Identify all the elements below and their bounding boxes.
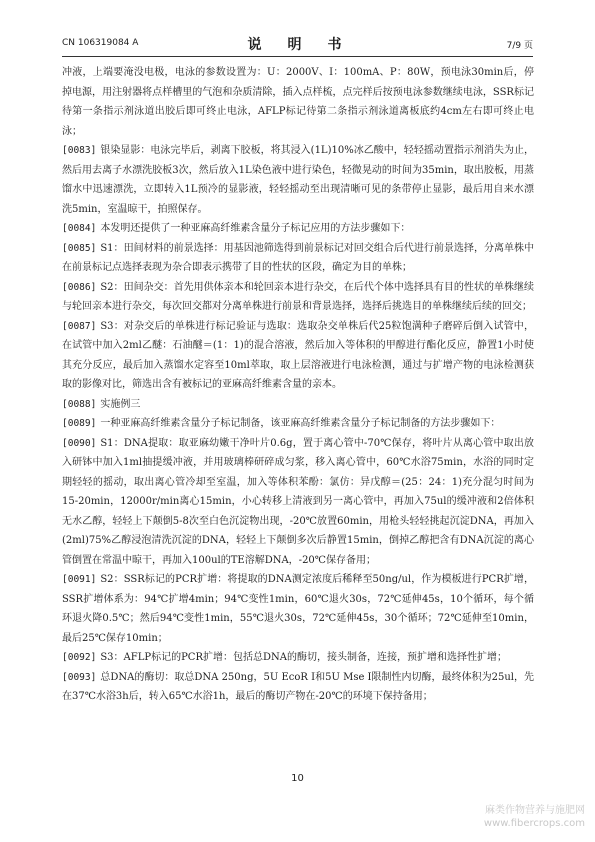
paragraph-number: [0091] (62, 574, 97, 585)
paragraph-text: S3：对杂交后的单株进行标记验证与选取：选取杂交单株后代25粒饱满种子磨碎后倒入试管中，在试管中加入2ml乙醚：石油醚＝(1：1)的混合溶液，然后加入等体积的甲醇进行酯化反应，静置1小时使其充分反应，最后加入蒸馏水定容至10ml萃取，取上层溶液进行电泳检测，通过与扩增产物的电泳检测获取的影像对比，筛选出含有被标记的亚麻高纤维素含量的亲本。 (62, 320, 534, 390)
paragraph-text: S1：DNA提取：取亚麻幼嫩干净叶片0.6g，置于离心管中-70℃保存，将叶片从离心管中取出放入研钵中加入1ml抽提缓冲液，并用玻璃棒研碎成匀浆，移入离心管中，60℃水浴75min，水浴的同时定期轻轻的摇动，取出离心管冷却至室温，加入等体积苯酚：氯仿：异戊醇＝(25：24：1)充分混匀时间为15-20min，12000r/min离心15min，小心转移上清液到另一离心管中，再加入75ul的缓冲液和2倍体积无水乙醇，轻轻上下颠倒5-8次至白色沉淀物出现，-20℃放置60min，用枪头轻轻挑起沉淀DNA，再加入(2ml)75%乙醇浸泡清洗沉淀的DNA，轻轻上下颠倒多次后静置15min，倒掉乙醇把含有DNA沉淀的离心管倒置在常温中晾干，再加入100ul的TE溶解DNA，-20℃保存备用； (62, 437, 534, 566)
document-body (62, 63, 534, 707)
paragraph-continuation (62, 63, 534, 141)
paragraph-text: 银染显影：电泳完毕后，剥离下胶板，将其浸入(1L)10%冰乙酸中，轻轻摇动置指示剂消失为止，然后用去离子水漂洗胶板3次，然后放入1L染色液中进行染色，轻微晃动的时间为35min，取出胶板，用蒸馏水中迅速漂洗，立即转入1L预冷的显影液，轻轻摇动至出现清晰可见的条带停止显影，最后用自来水漂洗5min，室温晾干，拍照保存。 (62, 145, 534, 215)
paragraph-text: S2：SSR标记的PCR扩增：将提取的DNA测定浓度后稀释至50ng/ul，作为模板进行PCR扩增，SSR扩增体系为：94℃扩增4min；94℃变性1min，60℃退火30s，72℃延伸45s，10个循环，每个循环退火降0.5℃；然后94℃变性1min，55℃退火30s，72℃延伸45s，30个循环；72℃延伸至10min，最后25℃保存10min； (62, 574, 534, 644)
paragraph-text: S2：田间杂交：首先用供体亲本和轮回亲本进行杂交，在后代个体中选择具有目的性状的单株继续与轮回亲本进行杂交，每次回交都对分离单株进行前景和背景选择，选择后挑选目的单株继续后续的回交； (62, 281, 534, 312)
paragraph-0089 (62, 414, 534, 434)
watermark-url: www.fibercrops.com (483, 818, 585, 829)
paragraph-text: S3：AFLP标记的PCR扩增：包括总DNA的酶切，接头制备，连接，预扩增和选择性扩增； (100, 652, 507, 663)
paragraph-text: 一种亚麻高纤维素含量分子标记制备，该亚麻高纤维素含量分子标记制备的方法步骤如下： (100, 418, 501, 429)
section-heading: 实施例三 (100, 398, 141, 410)
paragraph-number: [0089] (62, 418, 97, 429)
paragraph-text: 总DNA的酶切：取总DNA 250ng，5U EcoR Ⅰ和5U Mse Ⅰ限制性内切酶，最终体积为25ul，先在37℃水浴3h后，转入65℃水浴1h，最后的酶切产物在-20℃的环境下保持备用； (62, 671, 534, 702)
paragraph-number: [0086] (62, 281, 97, 293)
patent-number: CN 106319084 A (62, 38, 139, 48)
paragraph-0083 (62, 141, 534, 219)
paragraph-text: S1：田间材料的前景选择：用基因池筛选得到前景标记对回交组合后代进行前景选择，分离单株中在前景标记点选择表现为杂合即表示携带了目的性状的区段，确定为目的单株； (62, 242, 534, 273)
paragraph-0092 (62, 648, 534, 668)
paragraph-number: [0085] (62, 242, 97, 254)
paragraph-0084 (62, 219, 534, 239)
paragraph-number: [0088] (62, 398, 97, 410)
paragraph-0087 (62, 317, 534, 395)
paragraph-0085 (62, 239, 534, 278)
paragraph-number: [0093] (62, 671, 97, 683)
paragraph-number: [0092] (62, 652, 97, 663)
watermark-title: 麻类作物营养与施肥网 (485, 805, 585, 816)
page-header (62, 36, 533, 52)
paragraph-number: [0087] (62, 320, 97, 332)
header-rule (62, 56, 533, 57)
paragraph-0086 (62, 278, 534, 317)
document-title: 说 明 书 (247, 37, 348, 53)
paragraph-0091 (62, 570, 534, 648)
site-watermark (484, 804, 585, 830)
paragraph-number: [0084] (62, 223, 97, 234)
paragraph-text: 冲液，上端要淹没电极，电泳的参数设置为：U：2000V、I：100mA、P：80W，预电泳30min后，停掉电源，用注射器将点样槽里的气泡和杂质清除，插入点样梳，点完样后按预电泳参数继续电泳，SSR标记待第一条指示剂泳道出胶后即可终止电泳，AFLP标记待第二条指示剂泳道离板底约4cm左右即可终止电泳； (62, 67, 534, 137)
paragraph-number: [0083] (62, 145, 97, 156)
page-indicator: 7/9 页 (506, 41, 533, 51)
paragraph-0090 (62, 434, 534, 571)
paragraph-0088 (62, 395, 534, 415)
paragraph-number: [0090] (62, 437, 97, 449)
paragraph-text: 本发明还提供了一种亚麻高纤维素含量分子标记应用的方法步骤如下： (100, 223, 411, 234)
page-number: 10 (291, 773, 304, 784)
paragraph-0093 (62, 668, 534, 707)
